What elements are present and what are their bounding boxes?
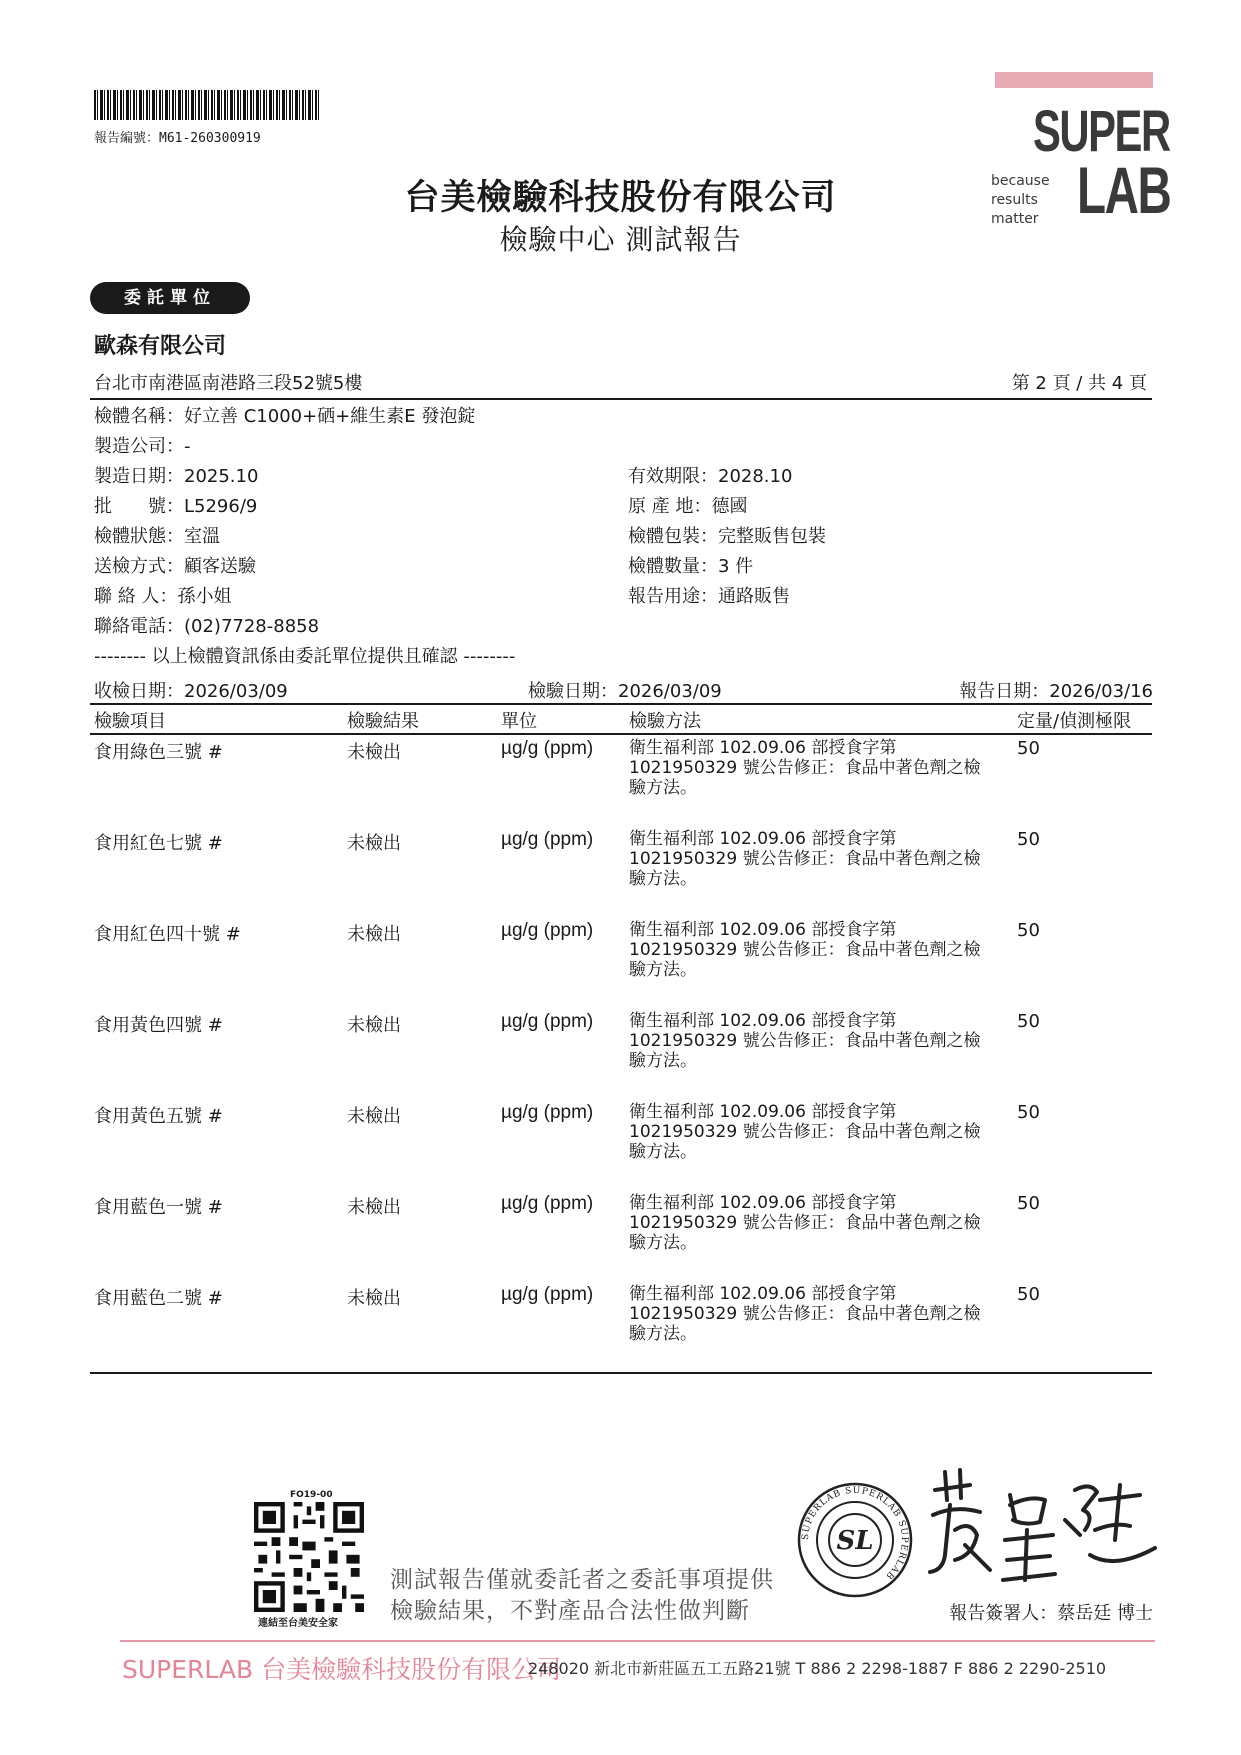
row-item: 食用黃色四號 # xyxy=(94,1015,223,1036)
col-header-result: 檢驗結果 xyxy=(347,711,419,732)
row-result: 未檢出 xyxy=(347,924,401,945)
svg-text:SUPERLAB SUPERLAB SUPERLAB: SUPERLAB SUPERLAB SUPERLAB xyxy=(800,1485,910,1582)
report-signer: 報告簽署人：蔡岳廷 博士 xyxy=(949,1603,1153,1624)
row-unit: µg/g (ppm) xyxy=(501,1011,594,1032)
row-method: 衛生福利部 102.09.06 部授食字第 1021950329 號公告修正：食品中著色劑之檢 驗方法。 xyxy=(629,1102,981,1162)
page-indicator: 第 2 頁 / 共 4 頁 xyxy=(1011,373,1147,394)
logo-accent-bar xyxy=(995,72,1153,88)
received-date: 收檢日期：2026/03/09 xyxy=(94,681,288,702)
row-unit: µg/g (ppm) xyxy=(501,1102,594,1123)
company-title: 台美檢驗科技股份有限公司 xyxy=(404,178,837,218)
row-item: 食用藍色二號 # xyxy=(94,1288,223,1309)
footer-brand: SUPERLAB 台美檢驗科技股份有限公司 xyxy=(122,1655,562,1684)
logo-lab-text: LAB xyxy=(1077,153,1171,227)
handwritten-signature xyxy=(915,1460,1160,1595)
barcode xyxy=(94,90,320,120)
logo-tagline: because results matter xyxy=(991,173,1050,227)
sample-state: 檢體狀態：室溫 xyxy=(94,526,220,547)
confirmation-note: -------- 以上檢體資訊係由委託單位提供且確認 -------- xyxy=(94,646,516,667)
row-unit: µg/g (ppm) xyxy=(501,920,594,941)
qr-code-icon[interactable] xyxy=(254,1502,364,1612)
expiry-date: 有效期限：2028.10 xyxy=(628,466,793,487)
test-date: 檢驗日期：2026/03/09 xyxy=(528,681,722,702)
row-limit: 50 xyxy=(1017,1193,1040,1214)
qr-caption: 連結至台美安全家 xyxy=(258,1618,338,1629)
row-limit: 50 xyxy=(1017,738,1040,759)
client-name: 歐森有限公司 xyxy=(94,334,227,359)
col-header-item: 檢驗項目 xyxy=(94,711,166,732)
qr-form-code: FO19-00 xyxy=(290,1490,333,1500)
row-method: 衛生福利部 102.09.06 部授食字第 1021950329 號公告修正：食品中著色劑之檢 驗方法。 xyxy=(629,920,981,980)
row-unit: µg/g (ppm) xyxy=(501,1284,594,1305)
footer-address: 248020 新北市新莊區五工五路21號 T 886 2 2298-1887 F 886 2 2290-2510 xyxy=(528,1659,1107,1678)
contact-phone: 聯絡電話：(02)7728-8858 xyxy=(94,616,320,637)
row-item: 食用綠色三號 # xyxy=(94,742,223,763)
delivery-method: 送檢方式：顧客送驗 xyxy=(94,556,256,577)
row-result: 未檢出 xyxy=(347,833,401,854)
contact-person: 聯 絡 人：孫小姐 xyxy=(94,586,232,607)
divider xyxy=(90,398,1152,400)
row-method: 衛生福利部 102.09.06 部授食字第 1021950329 號公告修正：食品中著色劑之檢 驗方法。 xyxy=(629,738,981,798)
sample-packaging: 檢體包裝：完整販售包裝 xyxy=(628,526,826,547)
report-subtitle: 檢驗中心 測試報告 xyxy=(499,223,742,256)
col-header-unit: 單位 xyxy=(501,711,537,732)
row-result: 未檢出 xyxy=(347,742,401,763)
row-limit: 50 xyxy=(1017,1102,1040,1123)
manufacturer: 製造公司：- xyxy=(94,436,191,457)
row-method: 衛生福利部 102.09.06 部授食字第 1021950329 號公告修正：食品中著色劑之檢 驗方法。 xyxy=(629,829,981,889)
row-unit: µg/g (ppm) xyxy=(501,1193,594,1214)
sample-quantity: 檢體數量：3 件 xyxy=(628,556,754,577)
row-item: 食用紅色四十號 # xyxy=(94,924,241,945)
row-method: 衛生福利部 102.09.06 部授食字第 1021950329 號公告修正：食品中著色劑之檢 驗方法。 xyxy=(629,1011,981,1071)
client-section-label: 委託單位 xyxy=(90,282,250,314)
col-header-limit: 定量/偵測極限 xyxy=(1017,711,1132,732)
table-header-rule xyxy=(90,733,1152,735)
row-result: 未檢出 xyxy=(347,1015,401,1036)
row-method: 衛生福利部 102.09.06 部授食字第 1021950329 號公告修正：食品中著色劑之檢 驗方法。 xyxy=(629,1193,981,1253)
sample-name: 檢體名稱：好立善 C1000+硒+維生素E 發泡錠 xyxy=(94,406,476,427)
row-item: 食用黃色五號 # xyxy=(94,1106,223,1127)
row-item: 食用藍色一號 # xyxy=(94,1197,223,1218)
row-result: 未檢出 xyxy=(347,1197,401,1218)
row-limit: 50 xyxy=(1017,1011,1040,1032)
batch-number: 批 號：L5296/9 xyxy=(94,496,258,517)
lab-seal-stamp xyxy=(795,1480,915,1600)
client-address: 台北市南港區南港路三段52號5樓 xyxy=(94,373,363,394)
superlab-logo xyxy=(985,70,1171,235)
col-header-method: 檢驗方法 xyxy=(629,711,701,732)
footer-divider xyxy=(120,1640,1155,1642)
report-purpose: 報告用途：通路販售 xyxy=(628,586,790,607)
svg-text:SL: SL xyxy=(836,1526,874,1556)
logo-super-text: SUPER xyxy=(1033,99,1170,164)
disclaimer: 測試報告僅就委託者之委託事項提供 檢驗結果，不對產品合法性做判斷 xyxy=(390,1567,774,1624)
row-item: 食用紅色七號 # xyxy=(94,833,223,854)
row-result: 未檢出 xyxy=(347,1106,401,1127)
row-method: 衛生福利部 102.09.06 部授食字第 1021950329 號公告修正：食品中著色劑之檢 驗方法。 xyxy=(629,1284,981,1344)
row-result: 未檢出 xyxy=(347,1288,401,1309)
row-limit: 50 xyxy=(1017,829,1040,850)
manufacture-date: 製造日期：2025.10 xyxy=(94,466,259,487)
table-bottom-rule xyxy=(90,1372,1152,1374)
row-limit: 50 xyxy=(1017,1284,1040,1305)
row-unit: µg/g (ppm) xyxy=(501,738,594,759)
report-date: 報告日期：2026/03/16 xyxy=(959,681,1153,702)
origin: 原 產 地：德國 xyxy=(628,496,748,517)
row-limit: 50 xyxy=(1017,920,1040,941)
table-top-rule xyxy=(90,703,1152,705)
row-unit: µg/g (ppm) xyxy=(501,829,594,850)
report-number: 報告編號：M61-260300919 xyxy=(94,131,261,146)
